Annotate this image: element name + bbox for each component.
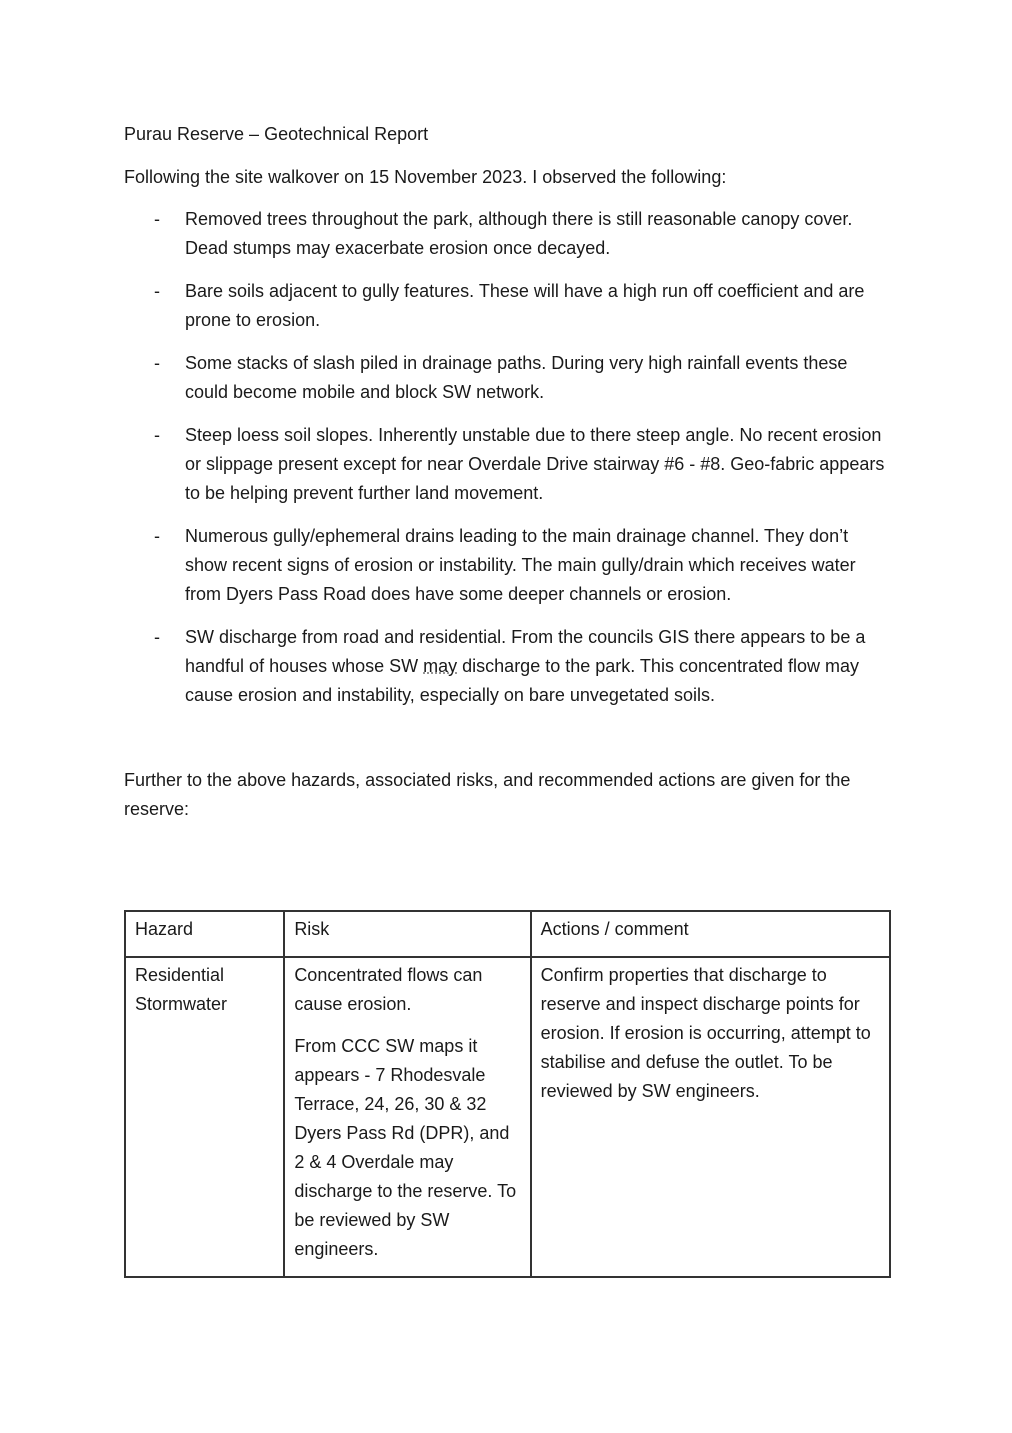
risk-paragraph-1: Concentrated flows can cause erosion. [294,965,483,1014]
observation-item [124,522,893,609]
observation-item [124,205,893,263]
cell-hazard: Residential Stormwater [125,957,284,1277]
hazard-table [124,910,891,1278]
observation-text: Removed trees throughout the park, although there is still reasonable canopy cover. Dead stumps may exacerbate erosion once decayed. [185,209,853,258]
observation-item [124,421,893,508]
bullet-dash: - [154,526,160,546]
intro-paragraph: Following the site walkover on 15 November 2023. I observed the following: [124,167,727,187]
observation-text-before: SW discharge from road and residential. From the councils GIS there appears to be a handful of houses whose SW [185,627,866,676]
bullet-dash: - [154,627,160,647]
cell-actions: Confirm properties that discharge to reserve and inspect discharge points for erosion. If erosion is occurring, attempt to stabilise and defuse the outlet. To be reviewed by SW engineers. [531,957,890,1277]
table-row [125,957,890,1277]
observation-list [124,205,894,710]
observation-text: Numerous gully/ephemeral drains leading to the main drainage channel. They don’t show recent signs of erosion or instability. The main gully/drain which receives water from Dyers Pass Road does have some deeper channels or erosion. [185,526,856,604]
table-header-row [125,911,890,957]
document-body [124,120,894,824]
further-paragraph: Further to the above hazards, associated risks, and recommended actions are given for the reserve: [124,770,851,819]
observation-underlined-word: may [423,656,458,676]
header-hazard: Hazard [125,911,284,957]
observation-item [124,349,893,407]
bullet-dash: - [154,281,160,301]
header-risk: Risk [284,911,530,957]
observation-text-after: discharge to the park. This concentrated flow may cause erosion and instability, especially on bare unvegetated soils. [185,656,860,705]
header-actions: Actions / comment [531,911,890,957]
cell-risk [284,957,530,1277]
risk-paragraph-2: From CCC SW maps it appears - 7 Rhodesvale Terrace, 24, 26, 30 & 32 Dyers Pass Rd (DPR), and 2 & 4 Overdale may discharge to the reserve. To be reviewed by SW engineers. [294,1036,517,1259]
observation-text: Some stacks of slash piled in drainage paths. During very high rainfall events these could become mobile and block SW network. [185,353,848,402]
bullet-dash: - [154,353,160,373]
observation-text: Steep loess soil slopes. Inherently unstable due to there steep angle. No recent erosion or slippage present except for near Overdale Drive stairway #6 - #8. Geo-fabric appears to be helping prevent further land movement. [185,425,885,503]
bullet-dash: - [154,209,160,229]
observation-item [124,277,893,335]
observation-item [124,623,893,710]
document-title: Purau Reserve – Geotechnical Report [124,124,429,144]
bullet-dash: - [154,425,160,445]
observation-text: Bare soils adjacent to gully features. These will have a high run off coefficient and are prone to erosion. [185,281,865,330]
